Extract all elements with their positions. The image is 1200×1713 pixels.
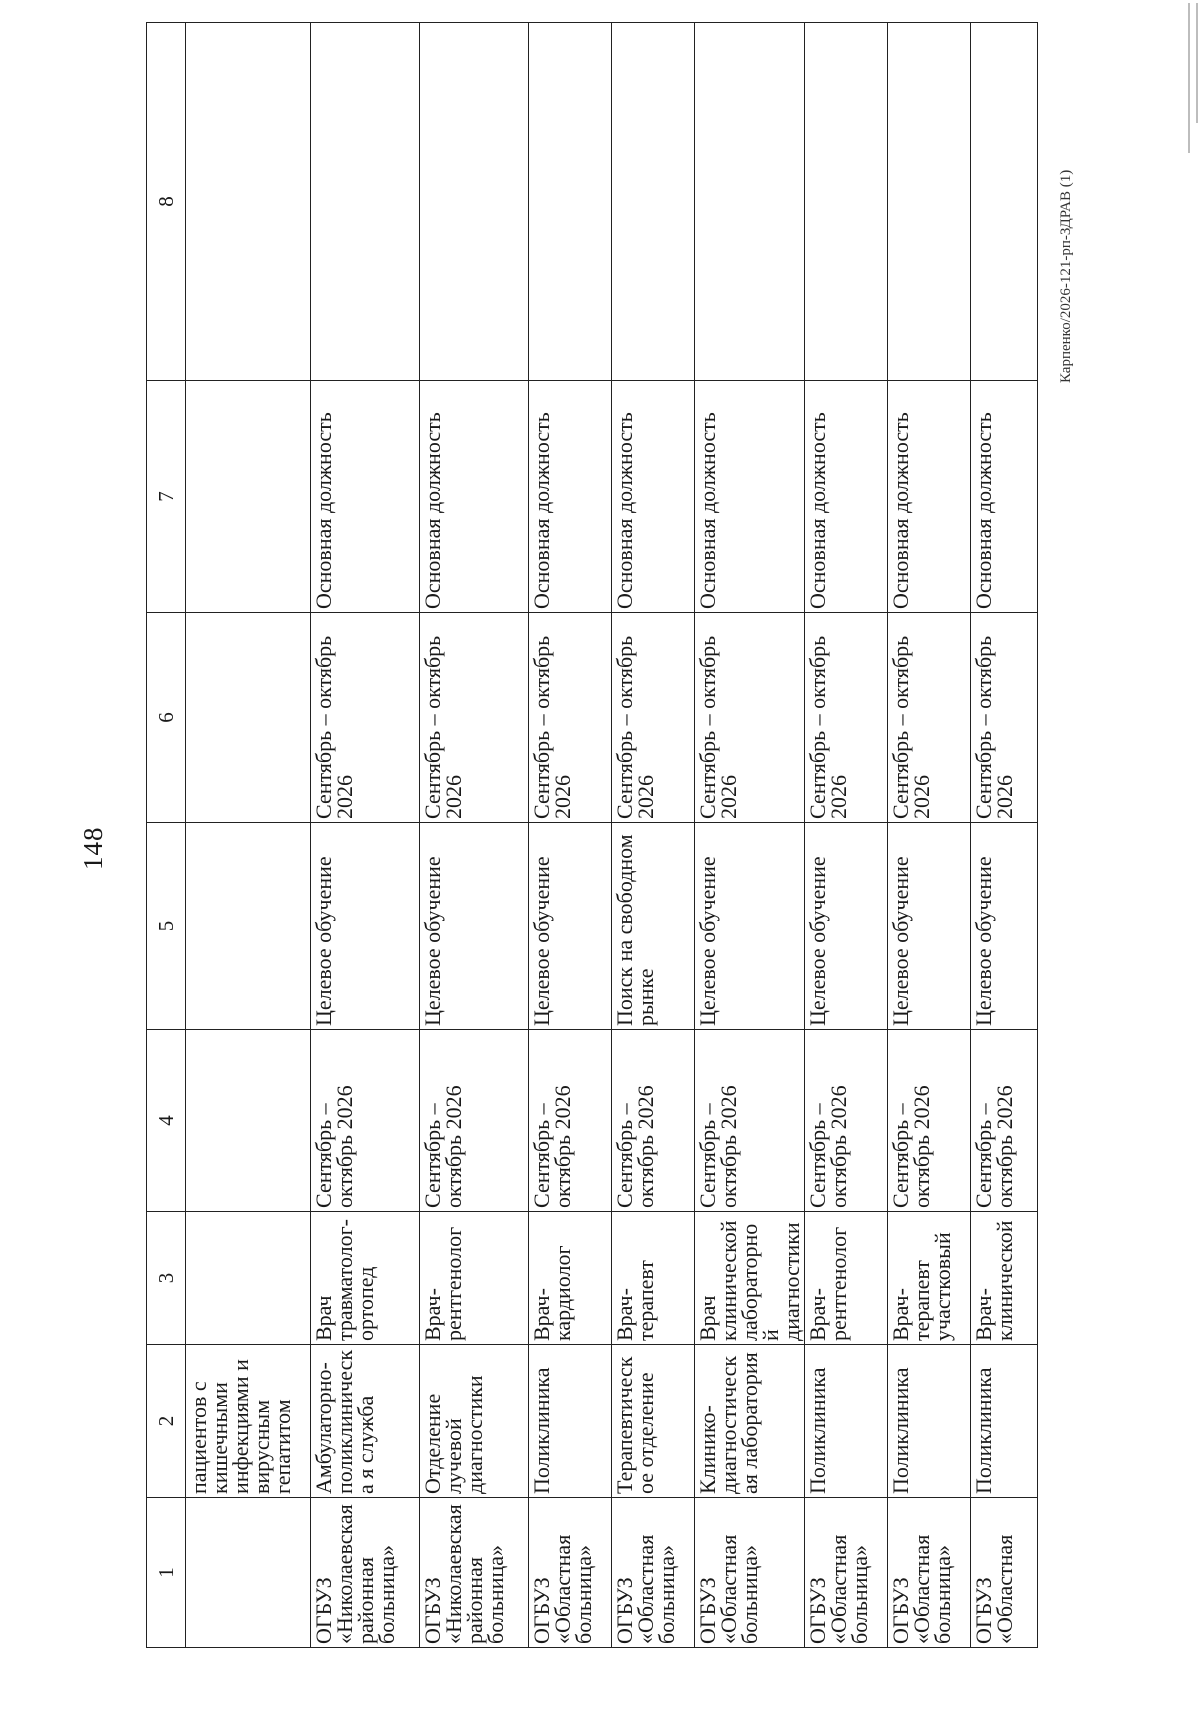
notes-cell <box>311 23 420 381</box>
notes-cell <box>529 23 612 381</box>
staffing-table <box>146 22 1038 1648</box>
column-number: 8 <box>147 23 186 381</box>
document-code: Карпенко/2026-121-рп-ЗДРАВ (1) <box>1058 169 1074 383</box>
position-cell: Врач-рентгенолог <box>805 1212 888 1345</box>
method-cell: Целевое обучение <box>971 823 1038 1030</box>
organization-cell: ОГБУЗ «Областная больница» <box>612 1498 695 1648</box>
date-cell <box>186 1030 311 1212</box>
notes-cell <box>888 23 971 381</box>
position-cell: Врач-клинической <box>971 1212 1038 1345</box>
column-number: 2 <box>147 1345 186 1498</box>
column-number: 6 <box>147 613 186 823</box>
department-cell: Клинико-диагностическая лаборатория <box>695 1345 805 1498</box>
notes-cell <box>971 23 1038 381</box>
table-row <box>612 23 695 1648</box>
position-cell <box>186 1212 311 1345</box>
period-cell: Сентябрь – октябрь 2026 <box>805 613 888 823</box>
table-row <box>311 23 420 1648</box>
method-cell: Целевое обучение <box>529 823 612 1030</box>
department-cell: пациентов с кишечными инфекциями и вирусным гепатитом <box>186 1345 311 1498</box>
notes-cell <box>186 23 311 381</box>
organization-cell: ОГБУЗ «Областная больница» <box>888 1498 971 1648</box>
department-cell: Терапевтическое отделение <box>612 1345 695 1498</box>
department-cell: Амбулаторно-поликлиническа я служба <box>311 1345 420 1498</box>
position-cell: Врач-рентгенолог <box>420 1212 529 1345</box>
notes-cell <box>805 23 888 381</box>
organization-cell: ОГБУЗ «Николаевская районная больница» <box>311 1498 420 1648</box>
table-row <box>695 23 805 1648</box>
period-cell: Сентябрь – октябрь 2026 <box>529 613 612 823</box>
period-cell: Сентябрь – октябрь 2026 <box>695 613 805 823</box>
column-number: 4 <box>147 1030 186 1212</box>
table-row <box>971 23 1038 1648</box>
method-cell: Поиск на свободном рынке <box>612 823 695 1030</box>
organization-cell: ОГБУЗ «Николаевская районная больница» <box>420 1498 529 1648</box>
position-type-cell: Основная должность <box>529 381 612 613</box>
scan-mark <box>1188 3 1190 153</box>
position-type-cell: Основная должность <box>311 381 420 613</box>
notes-cell <box>695 23 805 381</box>
position-type-cell: Основная должность <box>695 381 805 613</box>
department-cell: Поликлиника <box>888 1345 971 1498</box>
position-type-cell: Основная должность <box>612 381 695 613</box>
table-row <box>186 23 311 1648</box>
position-type-cell: Основная должность <box>888 381 971 613</box>
period-cell: Сентябрь – октябрь 2026 <box>971 613 1038 823</box>
method-cell <box>186 823 311 1030</box>
scan-mark <box>1196 3 1198 123</box>
period-cell: Сентябрь – октябрь 2026 <box>420 613 529 823</box>
notes-cell <box>420 23 529 381</box>
department-cell: Поликлиника <box>971 1345 1038 1498</box>
table-row <box>805 23 888 1648</box>
table-row <box>420 23 529 1648</box>
position-cell: Врач клинической лабораторной диагностики <box>695 1212 805 1345</box>
position-cell: Врач-терапевт участковый <box>888 1212 971 1345</box>
period-cell <box>186 613 311 823</box>
position-type-cell <box>186 381 311 613</box>
column-number-row <box>147 23 186 1648</box>
page-number: 148 <box>78 826 108 870</box>
period-cell: Сентябрь – октябрь 2026 <box>311 613 420 823</box>
table-row <box>888 23 971 1648</box>
department-cell: Поликлиника <box>529 1345 612 1498</box>
position-type-cell: Основная должность <box>971 381 1038 613</box>
date-cell: Сентябрь – октябрь 2026 <box>311 1030 420 1212</box>
method-cell: Целевое обучение <box>311 823 420 1030</box>
period-cell: Сентябрь – октябрь 2026 <box>612 613 695 823</box>
department-cell: Поликлиника <box>805 1345 888 1498</box>
date-cell: Сентябрь – октябрь 2026 <box>612 1030 695 1212</box>
column-number: 3 <box>147 1212 186 1345</box>
column-number: 7 <box>147 381 186 613</box>
position-cell: Врач-терапевт <box>612 1212 695 1345</box>
position-type-cell: Основная должность <box>420 381 529 613</box>
notes-cell <box>612 23 695 381</box>
organization-cell: ОГБУЗ «Областная больница» <box>805 1498 888 1648</box>
position-type-cell: Основная должность <box>805 381 888 613</box>
organization-cell: ОГБУЗ «Областная больница» <box>529 1498 612 1648</box>
date-cell: Сентябрь – октябрь 2026 <box>420 1030 529 1212</box>
organization-cell: ОГБУЗ «Областная больница» <box>695 1498 805 1648</box>
method-cell: Целевое обучение <box>420 823 529 1030</box>
organization-cell: ОГБУЗ «Областная <box>971 1498 1038 1648</box>
date-cell: Сентябрь – октябрь 2026 <box>805 1030 888 1212</box>
period-cell: Сентябрь – октябрь 2026 <box>888 613 971 823</box>
method-cell: Целевое обучение <box>695 823 805 1030</box>
position-cell: Врач-кардиолог <box>529 1212 612 1345</box>
column-number: 5 <box>147 823 186 1030</box>
date-cell: Сентябрь – октябрь 2026 <box>888 1030 971 1212</box>
method-cell: Целевое обучение <box>805 823 888 1030</box>
date-cell: Сентябрь – октябрь 2026 <box>971 1030 1038 1212</box>
column-number: 1 <box>147 1498 186 1648</box>
organization-cell <box>186 1498 311 1648</box>
date-cell: Сентябрь – октябрь 2026 <box>529 1030 612 1212</box>
table-row <box>529 23 612 1648</box>
position-cell: Врач травматолог-ортопед <box>311 1212 420 1345</box>
date-cell: Сентябрь – октябрь 2026 <box>695 1030 805 1212</box>
department-cell: Отделение лучевой диагностики <box>420 1345 529 1498</box>
method-cell: Целевое обучение <box>888 823 971 1030</box>
